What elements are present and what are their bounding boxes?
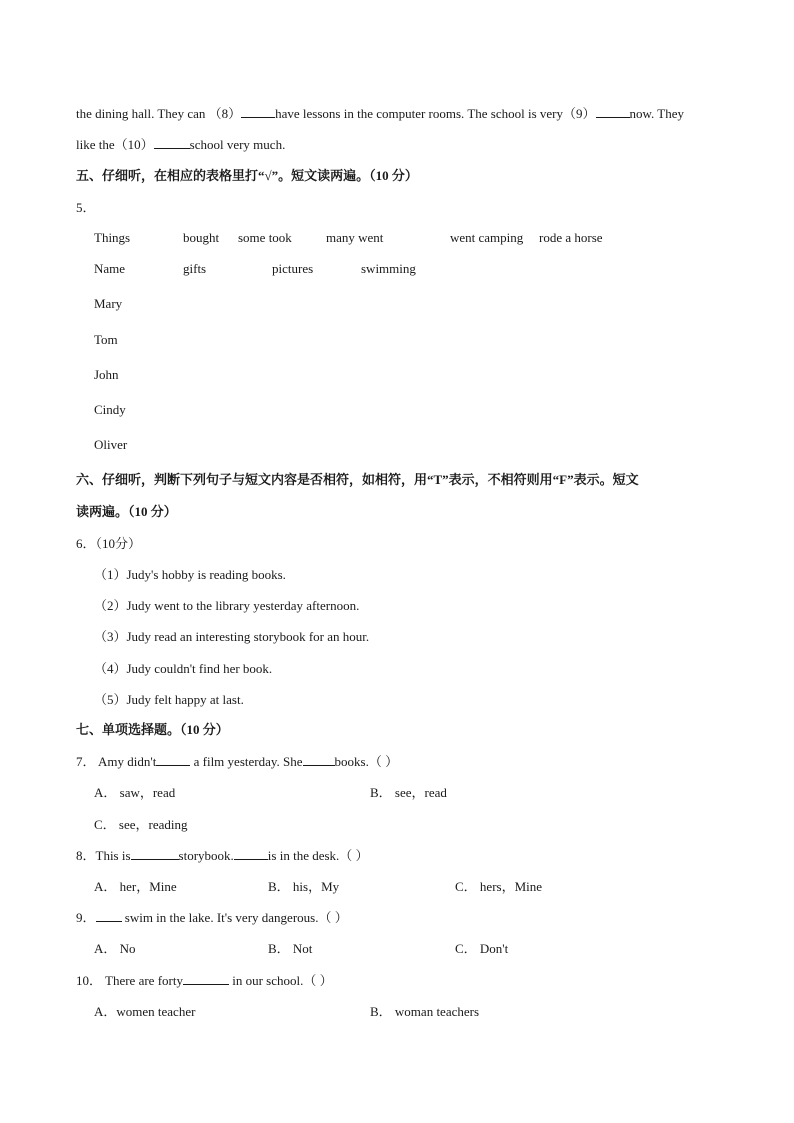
table-header: bought (183, 230, 220, 245)
option-a[interactable]: A． No (94, 941, 136, 956)
answer-blank-9[interactable] (596, 105, 630, 118)
question-text: storybook. (178, 848, 234, 863)
statement-item: （3）Judy read an interesting storybook for an hour. (94, 629, 370, 644)
passage-line-2 (76, 134, 285, 153)
table-header: many went (326, 230, 384, 245)
answer-blank[interactable] (183, 972, 229, 985)
question-text: is in the desk.（ ） (267, 848, 369, 863)
option-b[interactable]: B． Not (268, 941, 313, 956)
option-a[interactable]: A． saw，read (94, 785, 176, 800)
passage-text: have lessons in the computer rooms. The school is very（9） (275, 106, 596, 121)
table-row-name: Mary (94, 296, 123, 311)
option-b[interactable]: B． woman teachers (370, 1004, 480, 1019)
table-header: Things (94, 230, 131, 245)
section-5-heading: 五、仔细听，在相应的表格里打“√”。短文读两遍。（10 分） (76, 168, 418, 183)
option-c[interactable]: C． Don't (455, 941, 509, 956)
option-c[interactable]: C． hers，Mine (455, 879, 543, 894)
question-7 (76, 751, 398, 770)
option-b[interactable]: B． his，My (268, 879, 340, 894)
answer-blank-10[interactable] (154, 136, 190, 149)
question-text: 10． There are forty (76, 973, 183, 988)
question-text: books.（ ） (334, 754, 399, 769)
statement-item: （2）Judy went to the library yesterday afternoon. (94, 598, 360, 613)
option-b[interactable]: B． see，read (370, 785, 447, 800)
question-text: 7． Amy didn't (76, 754, 157, 769)
passage-text: now. They (629, 106, 685, 121)
answer-blank-8[interactable] (241, 105, 275, 118)
table-header: swimming (361, 261, 416, 276)
option-c[interactable]: C． see，reading (94, 817, 188, 832)
question-text: a film yesterday. She (190, 754, 303, 769)
question-10 (76, 970, 333, 989)
statement-item: （5）Judy felt happy at last. (94, 692, 244, 707)
question-text: in our school.（ ） (228, 973, 333, 988)
table-row-name: Oliver (94, 437, 128, 452)
table-header: gifts (183, 261, 207, 276)
answer-blank[interactable] (131, 847, 179, 860)
table-row-name: Cindy (94, 402, 126, 417)
passage-text: the dining hall. They can （8） (76, 106, 242, 121)
answer-blank[interactable] (156, 753, 190, 766)
statement-item: （1）Judy's hobby is reading books. (94, 567, 286, 582)
question-8 (76, 845, 369, 864)
question-6-number: 6．（10分） (76, 536, 142, 551)
answer-blank[interactable] (234, 847, 268, 860)
section-7-heading: 七、单项选择题。（10 分） (76, 722, 229, 737)
table-header: some took (238, 230, 292, 245)
table-row-name: Tom (94, 332, 118, 347)
answer-blank[interactable] (96, 909, 122, 922)
option-a[interactable]: A．women teacher (94, 1004, 196, 1019)
passage-text: school very much. (189, 137, 286, 152)
question-text: 9． (76, 910, 96, 925)
table-header: Name (94, 261, 126, 276)
passage-line-1 (76, 103, 684, 122)
table-header: pictures (272, 261, 314, 276)
answer-blank[interactable] (303, 753, 335, 766)
question-text: swim in the lake. It's very dangerous.（ ） (121, 910, 348, 925)
option-a[interactable]: A． her，Mine (94, 879, 177, 894)
question-text: 8．This is (76, 848, 131, 863)
question-5-number: 5． (76, 200, 96, 215)
question-9 (76, 907, 348, 926)
passage-text: like the（10） (76, 137, 154, 152)
section-6-heading-cont: 读两遍。（10 分） (76, 504, 177, 519)
table-row-name: John (94, 367, 119, 382)
statement-item: （4）Judy couldn't find her book. (94, 661, 273, 676)
table-header: went camping (450, 230, 524, 245)
section-6-heading: 六、仔细听，判断下列句子与短文内容是否相符，如相符，用“T”表示，不相符则用“F”表示。短文 (76, 472, 639, 487)
table-header: rode a horse (539, 230, 603, 245)
